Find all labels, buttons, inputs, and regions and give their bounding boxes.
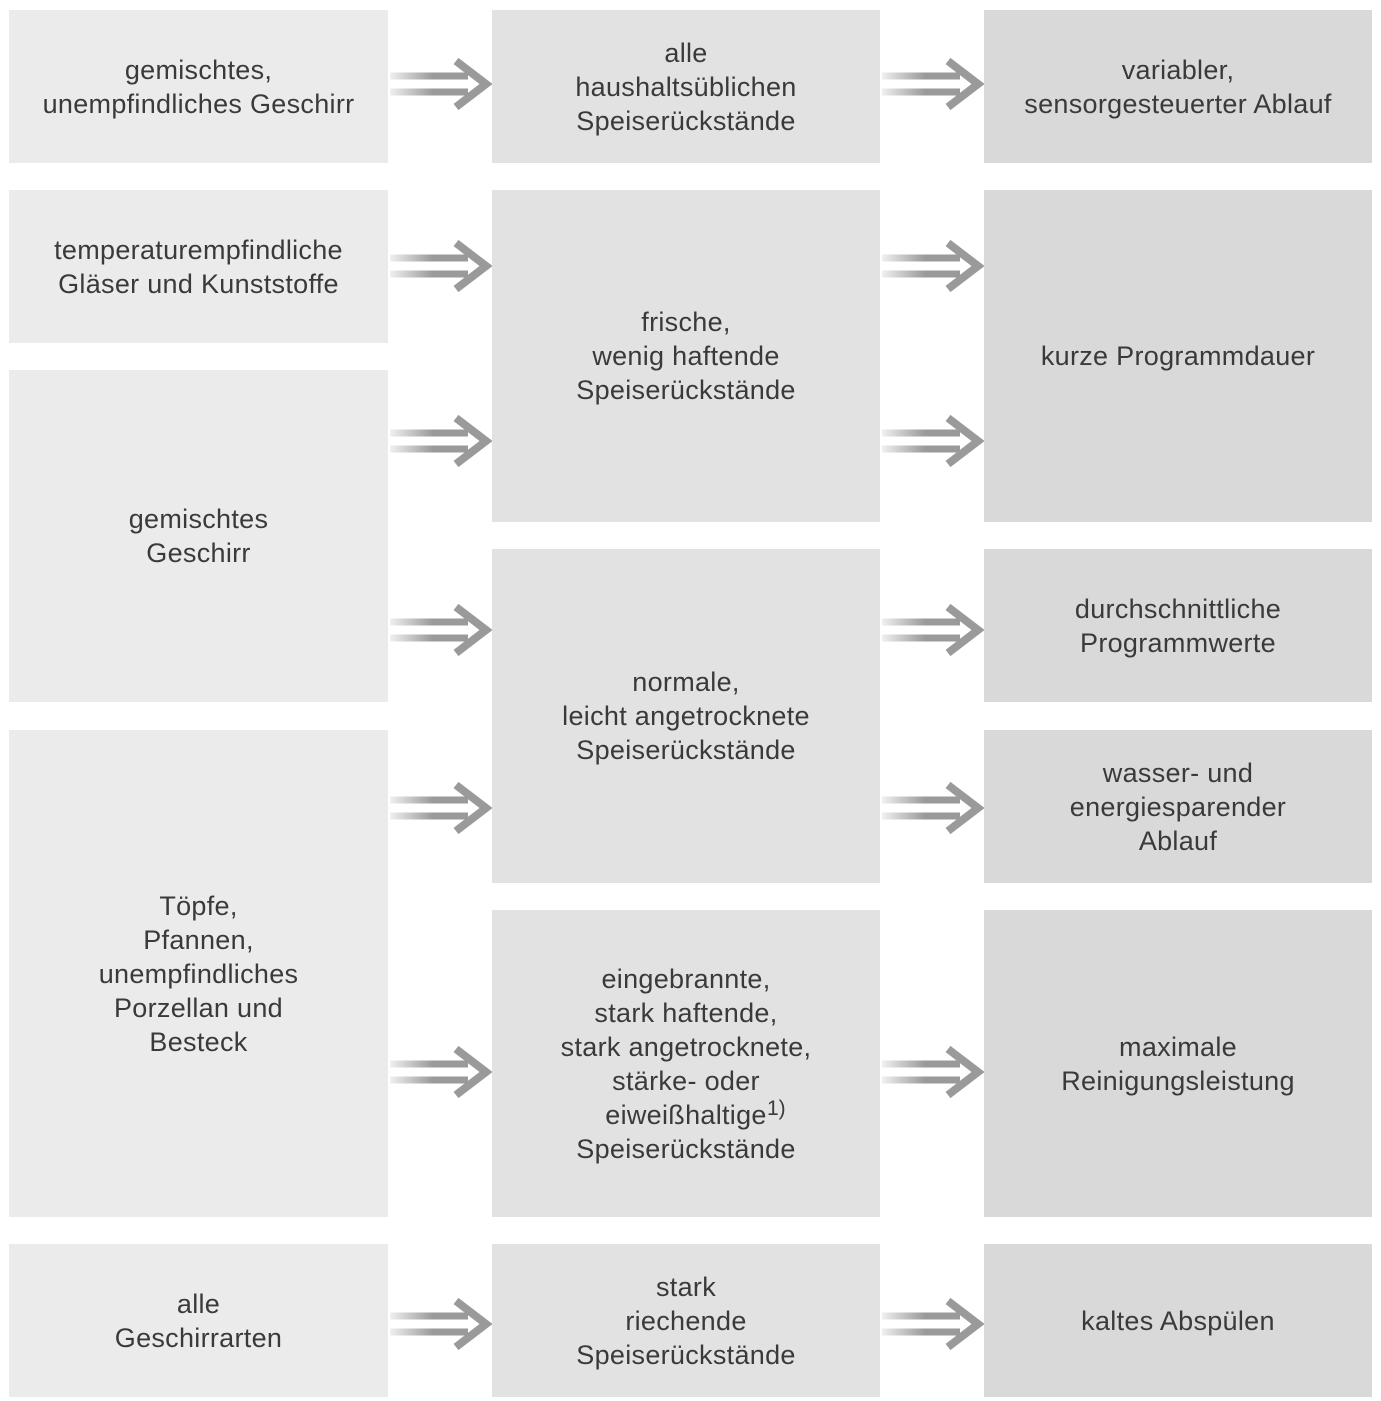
- double-arrow-icon: [880, 238, 984, 294]
- residues-all-box: [492, 10, 880, 163]
- dishes-pots-pans-label: Töpfe, Pfannen, unempfindliches Porzellan und Besteck: [98, 890, 299, 1057]
- double-arrow-icon: [880, 602, 984, 658]
- residues-all-label: alle haushaltsüblichen Speiserückstände: [575, 37, 797, 136]
- dishes-mixed-robust-label: gemischtes, unempfindliches Geschirr: [42, 54, 355, 119]
- dishes-temp-sensitive-label: temperaturempfindliche Gläser und Kunststoffe: [54, 234, 343, 299]
- dishes-temp-sensitive-box: [9, 190, 388, 343]
- residues-smelly-label: stark riechende Speiserückstände: [576, 1271, 796, 1370]
- double-arrow-icon: [880, 1044, 984, 1100]
- program-short-label: kurze Programmdauer: [1040, 341, 1316, 371]
- program-max-clean-box: [984, 910, 1372, 1217]
- dishes-all-types-label: alle Geschirrarten: [114, 1288, 283, 1353]
- dishes-mixed-robust-box: [9, 10, 388, 163]
- residues-burnt-box: [492, 910, 880, 1217]
- program-short-box: [984, 190, 1372, 522]
- program-saving-box: [984, 730, 1372, 883]
- program-saving-label: wasser- und energiesparender Ablauf: [1069, 757, 1287, 856]
- residues-fresh-box: [492, 190, 880, 522]
- double-arrow-icon: [388, 1296, 492, 1352]
- double-arrow-icon: [388, 602, 492, 658]
- dishes-pots-pans-box: [9, 730, 388, 1217]
- double-arrow-icon: [388, 413, 492, 469]
- dishes-all-types-box: [9, 1244, 388, 1397]
- program-average-label: durchschnittliche Programmwerte: [1074, 593, 1282, 658]
- program-cold-rinse-label: kaltes Abspülen: [1081, 1305, 1275, 1336]
- dishes-mixed-box: [9, 370, 388, 702]
- double-arrow-icon: [388, 1044, 492, 1100]
- program-average-box: [984, 549, 1372, 702]
- program-variable-box: [984, 10, 1372, 163]
- residues-normal-box: [492, 549, 880, 883]
- double-arrow-icon: [880, 413, 984, 469]
- residues-fresh-label: frische, wenig haftende Speiserückstände: [576, 307, 796, 405]
- program-cold-rinse-box: [984, 1244, 1372, 1397]
- footnote-marker: 1): [767, 1097, 786, 1120]
- residues-burnt-label: eingebrannte, stark haftende, stark angetrocknete, stärke- oder eiweißhaltige Speiserückstände: [560, 963, 812, 1164]
- program-max-clean-label: maximale Reinigungsleistung: [1061, 1031, 1295, 1096]
- double-arrow-icon: [388, 56, 492, 112]
- double-arrow-icon: [388, 238, 492, 294]
- double-arrow-icon: [880, 56, 984, 112]
- double-arrow-icon: [388, 780, 492, 836]
- dishes-mixed-label: gemischtes Geschirr: [128, 504, 269, 568]
- double-arrow-icon: [880, 780, 984, 836]
- residues-normal-label: normale, leicht angetrocknete Speiserückstände: [562, 667, 810, 765]
- residues-smelly-box: [492, 1244, 880, 1397]
- program-variable-label: variabler, sensorgesteuerter Ablauf: [1024, 54, 1332, 119]
- double-arrow-icon: [880, 1296, 984, 1352]
